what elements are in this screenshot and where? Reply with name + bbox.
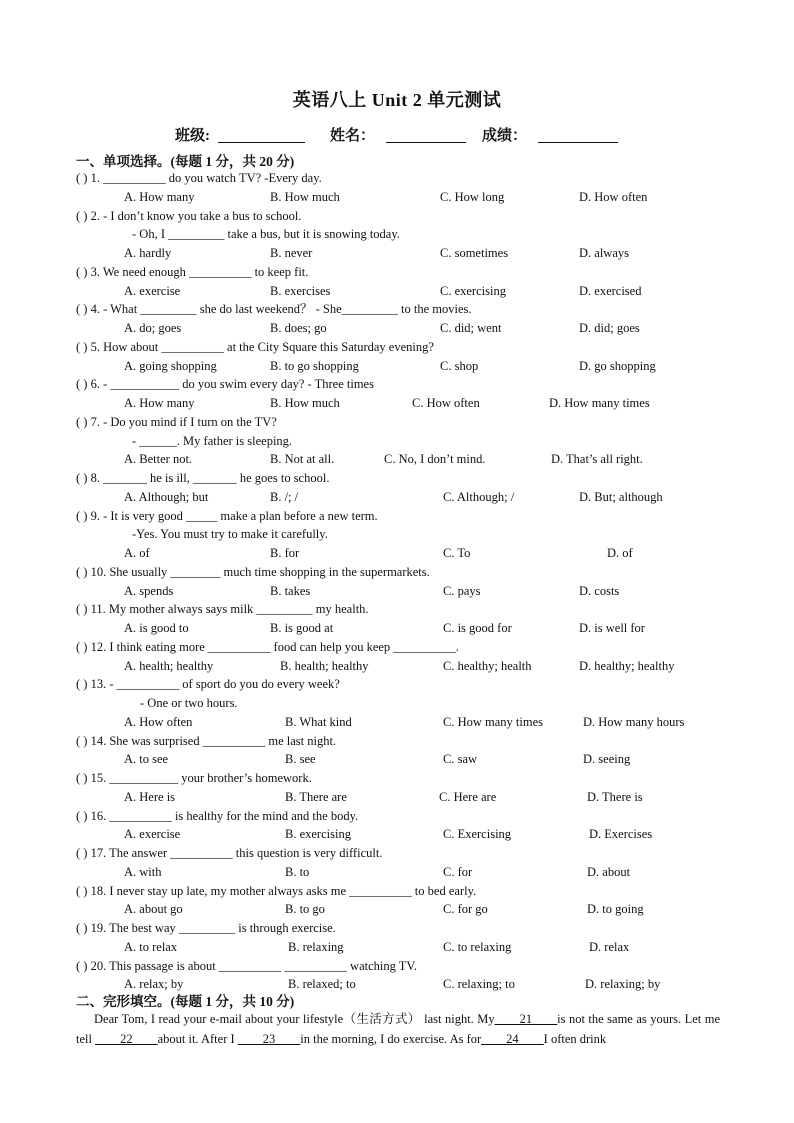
- question-17-option-a[interactable]: A. with: [124, 864, 162, 879]
- cloze-passage: [76, 1009, 720, 1049]
- question-1-stem: ( ) 1. __________ do you watch TV? -Every day.: [76, 171, 322, 185]
- question-8-option-d[interactable]: D. But; although: [579, 489, 663, 504]
- question-2-option-c[interactable]: C. sometimes: [440, 246, 509, 260]
- cloze-text-4: in the morning, I do exercise. As for: [300, 1032, 482, 1046]
- question-3-option-d[interactable]: D. exercised: [579, 283, 642, 298]
- question-7-option-c[interactable]: C. No, I don’t mind.: [384, 452, 486, 467]
- blank-22[interactable]: ____22____: [95, 1032, 158, 1046]
- class-label: 班级:: [175, 128, 210, 144]
- question-1-option-b[interactable]: B. How much: [270, 189, 340, 204]
- score-blank[interactable]: [538, 142, 618, 143]
- question-13-option-a[interactable]: A. How often: [124, 714, 193, 729]
- question-18-option-d[interactable]: D. to going: [587, 902, 644, 917]
- question-4-option-a[interactable]: A. do; goes: [124, 321, 182, 335]
- question-14-stem: ( ) 14. She was surprised __________ me last night.: [76, 733, 337, 748]
- question-3-option-a[interactable]: A. exercise: [124, 283, 181, 298]
- question-8-stem: ( ) 8. _______ he is ill, _______ he goes to school.: [76, 471, 330, 485]
- question-10-stem: ( ) 10. She usually ________ much time shopping in the supermarkets.: [76, 564, 430, 579]
- question-1-option-a[interactable]: A. How many: [124, 189, 195, 204]
- question-8-option-c[interactable]: C. Although; /: [443, 489, 515, 504]
- question-18-option-b[interactable]: B. to go: [285, 902, 325, 917]
- question-4-option-c[interactable]: C. did; went: [440, 321, 502, 335]
- question-19-option-a[interactable]: A. to relax: [124, 939, 178, 954]
- question-2-option-d[interactable]: D. always: [579, 246, 629, 260]
- question-18-stem: ( ) 18. I never stay up late, my mother always asks me __________ to bed early.: [76, 883, 477, 898]
- question-7-stem: ( ) 7. - Do you mind if I turn on the TV?: [76, 414, 277, 429]
- question-11-option-a[interactable]: A. is good to: [124, 621, 189, 635]
- question-16-option-b[interactable]: B. exercising: [285, 827, 351, 842]
- question-10-option-b[interactable]: B. takes: [270, 583, 311, 598]
- question-20-option-b[interactable]: B. relaxed; to: [288, 977, 356, 992]
- question-11-stem: ( ) 11. My mother always says milk _________ my health.: [76, 602, 369, 617]
- question-17-option-b[interactable]: B. to: [285, 864, 310, 879]
- blank-23[interactable]: ____23____: [237, 1032, 301, 1046]
- question-19-option-b[interactable]: B. relaxing: [288, 939, 344, 954]
- question-19-option-d[interactable]: D. relax: [589, 939, 630, 954]
- class-blank[interactable]: [218, 142, 305, 143]
- question-2-option-b[interactable]: B. never: [270, 246, 313, 260]
- question-5-option-d[interactable]: D. go shopping: [579, 358, 656, 373]
- question-2-option-a[interactable]: A. hardly: [124, 246, 172, 260]
- question-16-option-c[interactable]: C. Exercising: [443, 827, 512, 842]
- cloze-text-5: I often drink: [543, 1032, 607, 1046]
- question-13-option-c[interactable]: C. How many times: [443, 714, 543, 729]
- question-13-option-d[interactable]: D. How many hours: [583, 714, 685, 729]
- blank-21[interactable]: ____21____: [494, 1012, 558, 1026]
- question-15-stem: ( ) 15. ___________ your brother’s homework.: [76, 771, 312, 785]
- question-12-option-c[interactable]: C. healthy; health: [443, 658, 532, 673]
- question-5-option-b[interactable]: B. to go shopping: [270, 358, 359, 373]
- question-19-stem: ( ) 19. The best way _________ is through exercise.: [76, 921, 336, 935]
- question-15-option-c[interactable]: C. Here are: [439, 789, 497, 804]
- question-12-option-a[interactable]: A. health; healthy: [124, 658, 214, 673]
- question-7-option-b[interactable]: B. Not at all.: [270, 452, 335, 467]
- question-12-stem: ( ) 12. I think eating more __________ food can help you keep __________.: [76, 639, 459, 654]
- question-14-option-d[interactable]: D. seeing: [583, 752, 631, 767]
- question-6-option-b[interactable]: B. How much: [270, 396, 340, 410]
- name-label: 姓名：: [330, 128, 376, 144]
- student-info-row: [0, 124, 794, 146]
- question-16-stem: ( ) 16. __________ is healthy for the mind and the body.: [76, 808, 359, 823]
- blank-24[interactable]: ____24____: [481, 1032, 544, 1046]
- section1-heading: 一、单项选择。(每题 1 分，共 20 分): [76, 154, 295, 169]
- question-8-option-b[interactable]: B. /; /: [270, 489, 299, 504]
- question-4-option-b[interactable]: B. does; go: [270, 321, 327, 335]
- question-3-stem: ( ) 3. We need enough __________ to keep fit.: [76, 264, 309, 279]
- question-11-option-d[interactable]: D. is well for: [579, 621, 645, 635]
- question-12-option-b[interactable]: B. health; healthy: [280, 658, 369, 673]
- question-13-stem: ( ) 13. - __________ of sport do you do every week?: [76, 677, 340, 692]
- question-15-option-d[interactable]: D. There is: [587, 789, 643, 804]
- question-16-option-d[interactable]: D. Exercises: [589, 827, 653, 842]
- question-5-option-c[interactable]: C. shop: [440, 358, 479, 373]
- question-20-option-d[interactable]: D. relaxing; by: [585, 977, 661, 992]
- question-20-option-a[interactable]: A. relax; by: [124, 977, 184, 992]
- question-17-option-c[interactable]: C. for: [443, 864, 473, 879]
- question-11-option-c[interactable]: C. is good for: [443, 621, 512, 635]
- question-1-option-c[interactable]: C. How long: [440, 189, 505, 204]
- question-3-option-b[interactable]: B. exercises: [270, 283, 331, 298]
- question-14-option-c[interactable]: C. saw: [443, 752, 478, 767]
- question-6-option-d[interactable]: D. How many times: [549, 396, 650, 410]
- question-12-option-d[interactable]: D. healthy; healthy: [579, 658, 675, 673]
- question-2-reply: - Oh, I _________ take a bus, but it is snowing today.: [132, 227, 400, 242]
- question-9-option-d[interactable]: D. of: [607, 546, 633, 560]
- cloze-text-2: is not the same as yours. Let me tell: [76, 1012, 720, 1046]
- question-5-option-a[interactable]: A. going shopping: [124, 358, 217, 373]
- question-1-option-d[interactable]: D. How often: [579, 189, 648, 204]
- question-19-option-c[interactable]: C. to relaxing: [443, 939, 512, 954]
- cloze-text-3: about it. After I: [157, 1032, 235, 1046]
- question-9-option-a[interactable]: A. of: [124, 546, 150, 560]
- question-13-reply: - One or two hours.: [140, 696, 238, 710]
- question-14-option-b[interactable]: B. see: [285, 752, 316, 767]
- question-6-option-c[interactable]: C. How often: [412, 396, 480, 410]
- question-15-option-a[interactable]: A. Here is: [124, 789, 176, 804]
- question-10-option-a[interactable]: A. spends: [124, 583, 174, 598]
- question-9-option-c[interactable]: C. To: [443, 546, 471, 560]
- question-2-stem: ( ) 2. - I don’t know you take a bus to school.: [76, 208, 302, 223]
- question-20-stem: ( ) 20. This passage is about __________ __________ watching TV.: [76, 958, 417, 973]
- question-11-option-b[interactable]: B. is good at: [270, 621, 334, 635]
- question-7-option-d[interactable]: D. That’s all right.: [551, 452, 643, 467]
- question-6-stem: ( ) 6. - ___________ do you swim every day? - Three times: [76, 377, 374, 392]
- question-5-stem: ( ) 5. How about __________ at the City Square this Saturday evening?: [76, 339, 434, 354]
- question-7-option-a[interactable]: A. Better not.: [124, 452, 193, 467]
- page-title: 英语八上 Unit 2 单元测试: [292, 90, 502, 110]
- section2-heading: 二、完形填空。(每题 1 分，共 10 分): [76, 994, 295, 1009]
- question-8-option-a[interactable]: A. Although; but: [124, 489, 209, 504]
- question-9-reply: -Yes. You must try to make it carefully.: [132, 527, 328, 542]
- name-blank[interactable]: [386, 142, 466, 143]
- question-4-stem: ( ) 4. - What _________ she do last weekend？ - She_________ to the movies.: [76, 302, 472, 317]
- question-9-stem: ( ) 9. - It is very good _____ make a plan before a new term.: [76, 508, 378, 523]
- question-6-option-a[interactable]: A. How many: [124, 396, 195, 410]
- question-20-option-c[interactable]: C. relaxing; to: [443, 977, 515, 992]
- question-10-option-d[interactable]: D. costs: [579, 583, 620, 598]
- question-4-option-d[interactable]: D. did; goes: [579, 321, 640, 335]
- question-7-reply: - ______. My father is sleeping.: [132, 433, 293, 448]
- question-14-option-a[interactable]: A. to see: [124, 752, 169, 767]
- question-9-option-b[interactable]: B. for: [270, 546, 300, 560]
- question-15-option-b[interactable]: B. There are: [285, 789, 347, 804]
- cloze-text-1: Dear Tom, I read your e-mail about your lifestyle（生活方式） last night. My: [94, 1012, 495, 1026]
- question-17-stem: ( ) 17. The answer __________ this question is very difficult.: [76, 846, 383, 860]
- question-17-option-d[interactable]: D. about: [587, 864, 631, 879]
- score-label: 成绩：: [482, 128, 528, 144]
- question-3-option-c[interactable]: C. exercising: [440, 283, 506, 298]
- question-18-option-a[interactable]: A. about go: [124, 902, 183, 917]
- question-18-option-c[interactable]: C. for go: [443, 902, 488, 917]
- question-13-option-b[interactable]: B. What kind: [285, 714, 352, 729]
- question-10-option-c[interactable]: C. pays: [443, 583, 481, 598]
- question-16-option-a[interactable]: A. exercise: [124, 827, 181, 842]
